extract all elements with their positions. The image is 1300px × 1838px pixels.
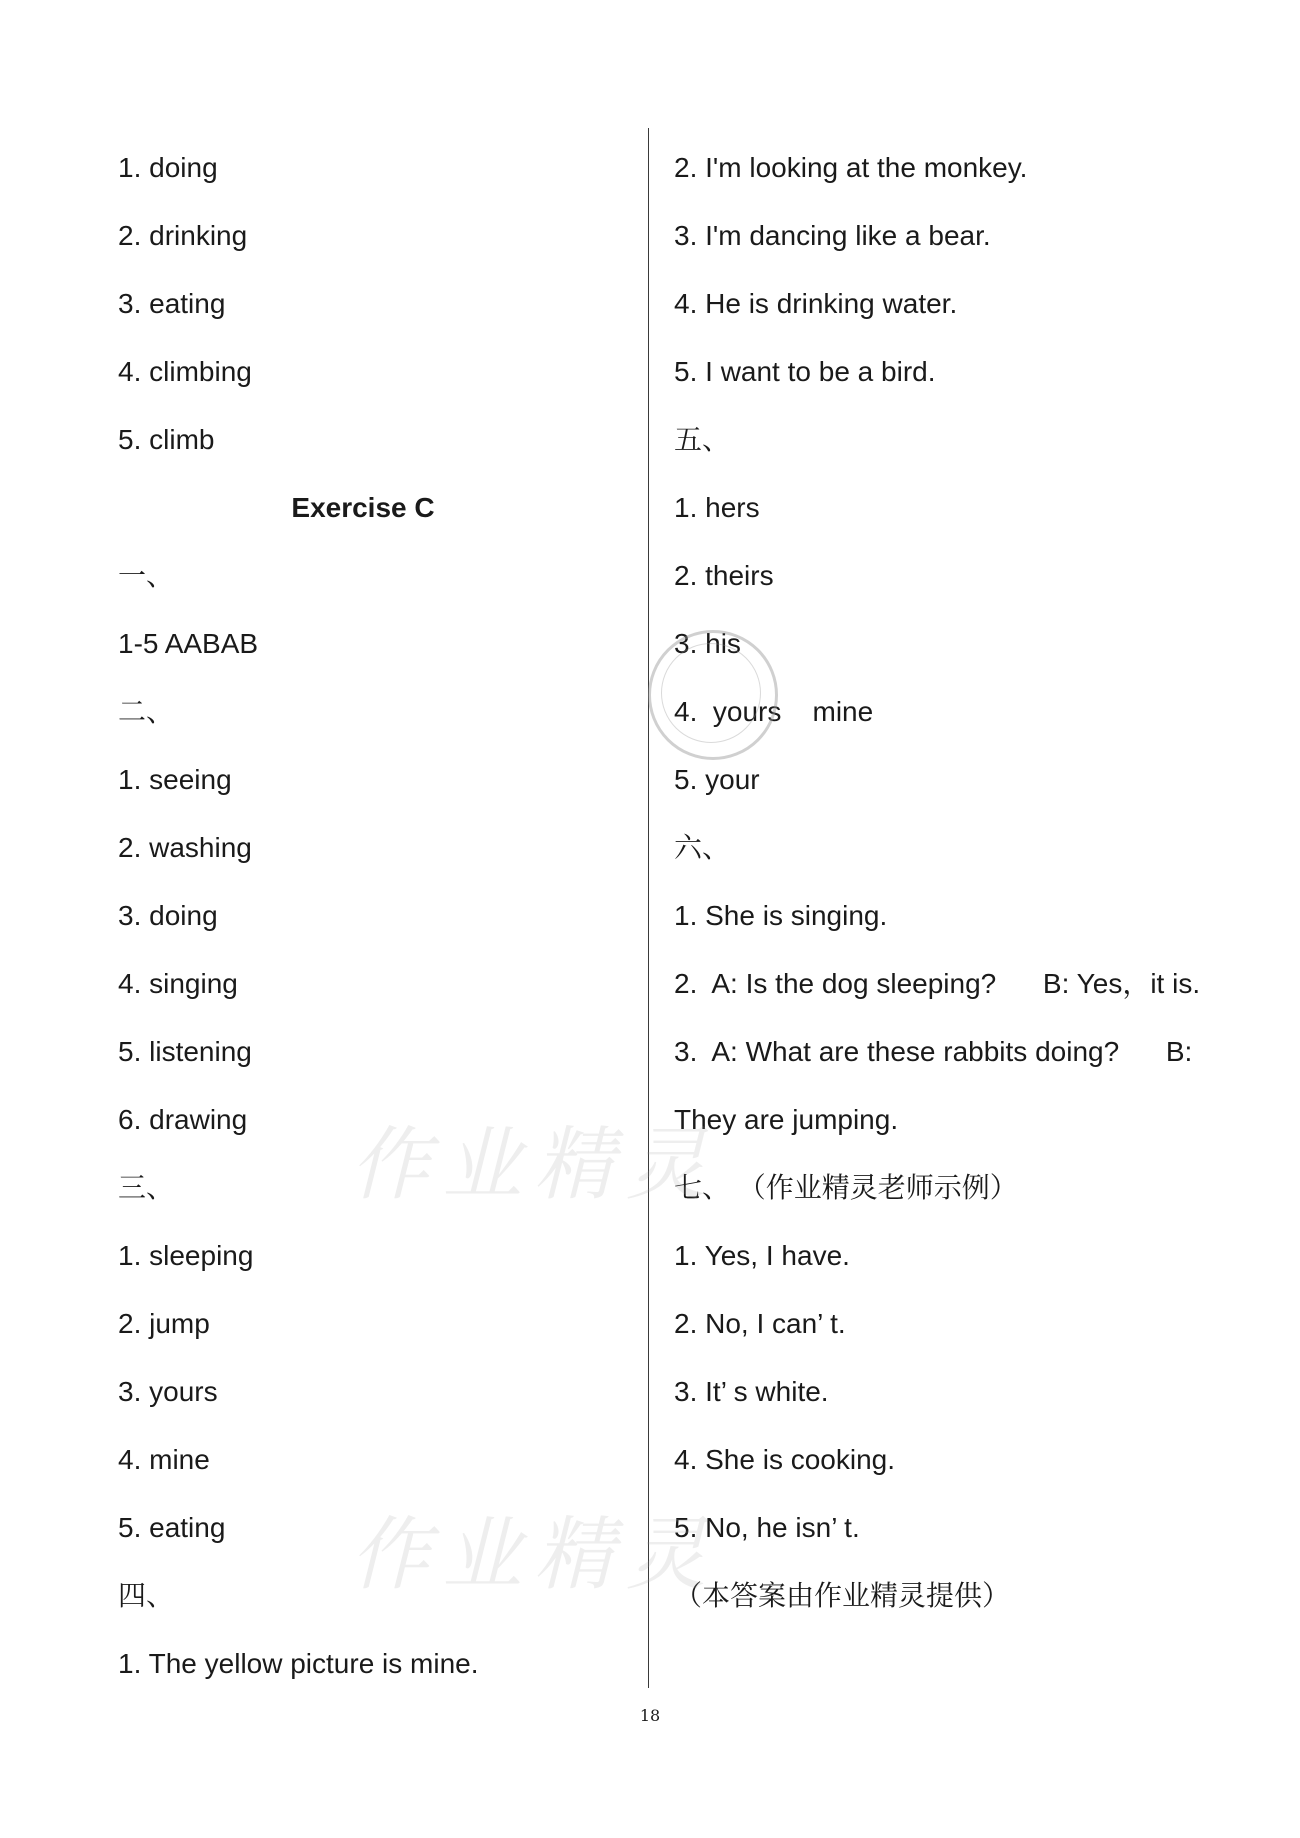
answer-line: 4. yours mine bbox=[674, 696, 874, 727]
watermark: 作业精灵 bbox=[350, 1118, 718, 1211]
page-number: 18 bbox=[639, 1706, 661, 1725]
answer-line: 3. I'm dancing like a bear. bbox=[674, 220, 991, 251]
answer-line: 6. drawing bbox=[118, 1104, 248, 1135]
answer-line: 3. his bbox=[674, 628, 741, 659]
answer-line: 4. She is cooking. bbox=[674, 1444, 896, 1475]
column-divider bbox=[648, 128, 649, 1688]
left-column bbox=[118, 140, 628, 1704]
answer-line: 4. climbing bbox=[118, 356, 252, 387]
right-column bbox=[674, 140, 1234, 1636]
answer-credit: （本答案由作业精灵提供） bbox=[674, 1580, 1011, 1611]
answer-line: 3. It’ s white. bbox=[674, 1376, 829, 1407]
answer-line: 2. jump bbox=[118, 1308, 210, 1339]
answer-line: 1. doing bbox=[118, 152, 218, 183]
section-label: 四、 bbox=[118, 1580, 175, 1611]
section-label: 七、 （作业精灵老师示例） bbox=[674, 1172, 1018, 1203]
watermark: 作业精灵 bbox=[350, 1508, 718, 1601]
answer-line: 4. mine bbox=[118, 1444, 210, 1475]
section-label: 一、 bbox=[118, 560, 175, 591]
answer-line: 3. eating bbox=[118, 288, 226, 319]
section-label: 三、 bbox=[118, 1172, 175, 1203]
answer-line: 4. singing bbox=[118, 968, 238, 999]
answer-line: 5. climb bbox=[118, 424, 215, 455]
answer-line: 2. No, I can’ t. bbox=[674, 1308, 846, 1339]
answer-line: They are jumping. bbox=[674, 1104, 899, 1135]
answer-line: 3. yours bbox=[118, 1376, 218, 1407]
answer-line: 2. theirs bbox=[674, 560, 774, 591]
answer-line: 1. seeing bbox=[118, 764, 232, 795]
answer-line: 5. I want to be a bird. bbox=[674, 356, 936, 387]
answer-line: 5. eating bbox=[118, 1512, 226, 1543]
answer-line: 1. The yellow picture is mine. bbox=[118, 1648, 479, 1679]
answer-line: 1. hers bbox=[674, 492, 760, 523]
answer-line: 3. doing bbox=[118, 900, 218, 931]
answer-line: 5. your bbox=[674, 764, 760, 795]
section-label: 二、 bbox=[118, 696, 175, 727]
answer-line: 1. She is singing. bbox=[674, 900, 888, 931]
exercise-heading: Exercise C bbox=[291, 492, 435, 523]
section-label: 五、 bbox=[674, 424, 731, 455]
answer-line: 2. A: Is the dog sleeping? B: Yes，it is. bbox=[674, 968, 1201, 999]
answer-line: 2. drinking bbox=[118, 220, 248, 251]
answer-line: 2. washing bbox=[118, 832, 252, 863]
answer-line: 5. No, he isn’ t. bbox=[674, 1512, 860, 1543]
answer-line: 2. I'm looking at the monkey. bbox=[674, 152, 1028, 183]
answer-line: 5. listening bbox=[118, 1036, 252, 1067]
section-label: 六、 bbox=[674, 832, 731, 863]
answer-line: 1-5 AABAB bbox=[118, 628, 259, 659]
answer-line: 4. He is drinking water. bbox=[674, 288, 958, 319]
answer-line: 3. A: What are these rabbits doing? B: bbox=[674, 1036, 1193, 1067]
answer-line: 1. sleeping bbox=[118, 1240, 254, 1271]
answer-line: 1. Yes, I have. bbox=[674, 1240, 850, 1271]
